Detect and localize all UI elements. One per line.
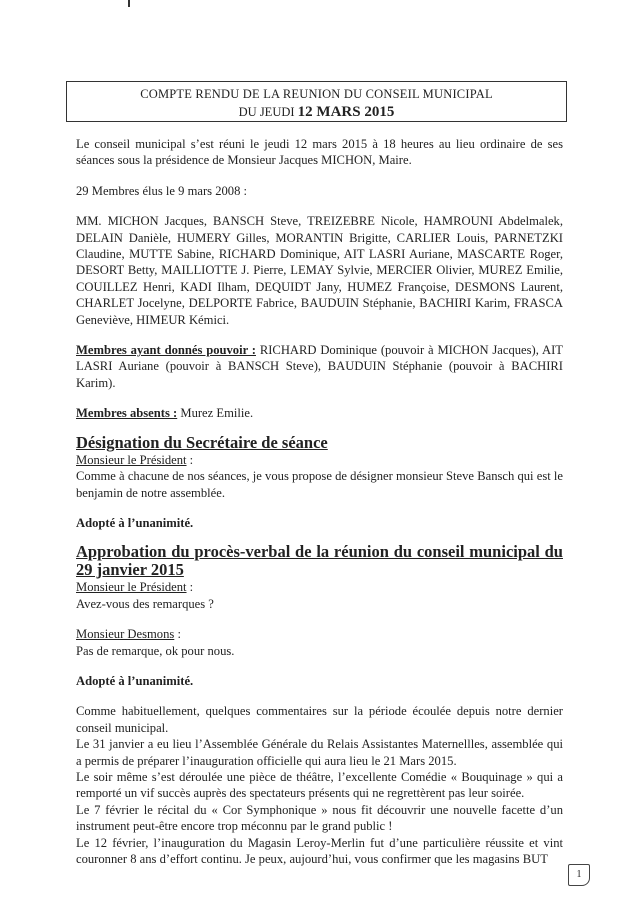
- document-body: [76, 136, 563, 867]
- speech-text: Comme à chacune de nos séances, je vous propose de désigner monsieur Steve Bansch qui est le benjamin de notre assemblée.: [76, 469, 563, 500]
- speaker-name: Monsieur le Président: [76, 452, 187, 467]
- proxies-label: Membres ayant donnés pouvoir :: [76, 343, 256, 358]
- commentary-paragraph: Le soir même s’est déroulée une pièce de théâtre, l’excellente Comédie « Bouquinage » qui a remporté un vif succès auprès des spectateurs présents qui ne regrettèrent pas leur soirée.: [76, 769, 563, 801]
- members-elected: 29 Membres élus le 9 mars 2008 :: [76, 183, 248, 198]
- speaker-line: Monsieur le Président :: [76, 580, 194, 595]
- meeting-date: 12 MARS 2015: [297, 104, 395, 120]
- page-number: 1: [568, 864, 590, 886]
- commentary-paragraph: Le 12 février, l’inauguration du Magasin Leroy-Merlin fut d’une particulière réussite et vint couronner 8 ans d’effort continu. Je peux, aujourd’hui, vous confirmer que les magasins BUT: [76, 835, 563, 866]
- vote-result: Adopté à l’unanimité.: [76, 515, 194, 530]
- section-heading-minutes: Approbation du procès-verbal de la réunion du conseil municipal du: [76, 542, 563, 562]
- speaker-name: Monsieur Desmons: [76, 627, 175, 642]
- speaker-line: Monsieur Desmons :: [76, 627, 181, 642]
- members-list: MM. MICHON Jacques, BANSCH Steve, TREIZEBRE Nicole, HAMROUNI Abdelmalek, DELAIN Danièle, HUMERY Gilles, MORANTIN Brigitte, CARLIER Louis, PARNETZKI Claudine, MUTTE Sabine, RICHARD Dominique, AIT LASRI Auriane, MASCARTE Roger, DESORT Betty, MAILLIOTTE J. Pierre, LEMAY Sylvie, MERCIER Olivier, MUREZ Emilie, COUILLEZ Henri, KADI Ilham, DEQUIDT Jany, HUMEZ Françoise, DESMONS Laurent, CHARLET Jocelyne, DELPORTE Fabrice, BAUDUIN Stéphanie, BACHIRI Karim, FRASCA Geneviève, HIMEUR Kémici.: [76, 214, 563, 327]
- opening-paragraph: Le conseil municipal s’est réuni le jeudi 12 mars 2015 à 18 heures au lieu ordinaire de ses séances sous la présidence de Monsieur Jacques MICHON, Maire.: [76, 137, 563, 168]
- absent-paragraph: [76, 405, 563, 421]
- speech-text: Pas de remarque, ok pour nous.: [76, 643, 235, 658]
- document-subtitle: [67, 104, 566, 121]
- speech-text: Avez-vous des remarques ?: [76, 596, 214, 611]
- document-title: COMPTE RENDU DE LA REUNION DU CONSEIL MUNICIPAL: [140, 87, 493, 101]
- absent-text: Murez Emilie.: [177, 406, 254, 421]
- proxies-paragraph: [76, 342, 563, 391]
- absent-label: Membres absents :: [76, 406, 178, 421]
- title-box: [66, 81, 567, 122]
- speaker-line: Monsieur le Président :: [76, 452, 194, 467]
- commentary-paragraph: Comme habituellement, quelques commentaires sur la période écoulée depuis notre dernier conseil municipal.: [76, 704, 563, 735]
- speaker-name: Monsieur le Président: [76, 580, 187, 595]
- scan-mark: [128, 0, 130, 7]
- commentary-paragraph: Le 7 février le récital du « Cor Symphonique » nous fit découvrir une nouvelle facette d’un instrument peut-être encore trop méconnu par le grand public !: [76, 802, 563, 834]
- proxies-text: RICHARD Dominique (pouvoir à MICHON Jacques), AIT LASRI Auriane (pouvoir à BANSCH Steve), BAUDUIN Stéphanie (pouvoir à BACHIRI Karim).: [76, 343, 563, 390]
- subtitle-prefix: DU JEUDI: [238, 105, 298, 119]
- vote-result: Adopté à l’unanimité.: [76, 673, 194, 688]
- section-heading-secretary: Désignation du Secrétaire de séance: [76, 432, 328, 452]
- section-heading-minutes-date: 29 janvier 2015: [76, 560, 184, 580]
- commentary-paragraph: Le 31 janvier a eu lieu l’Assemblée Générale du Relais Assistantes Maternellles, assemblée qui a permis de préparer l’inauguration officielle qui aura lieu le 21 Mars 2015.: [76, 737, 563, 768]
